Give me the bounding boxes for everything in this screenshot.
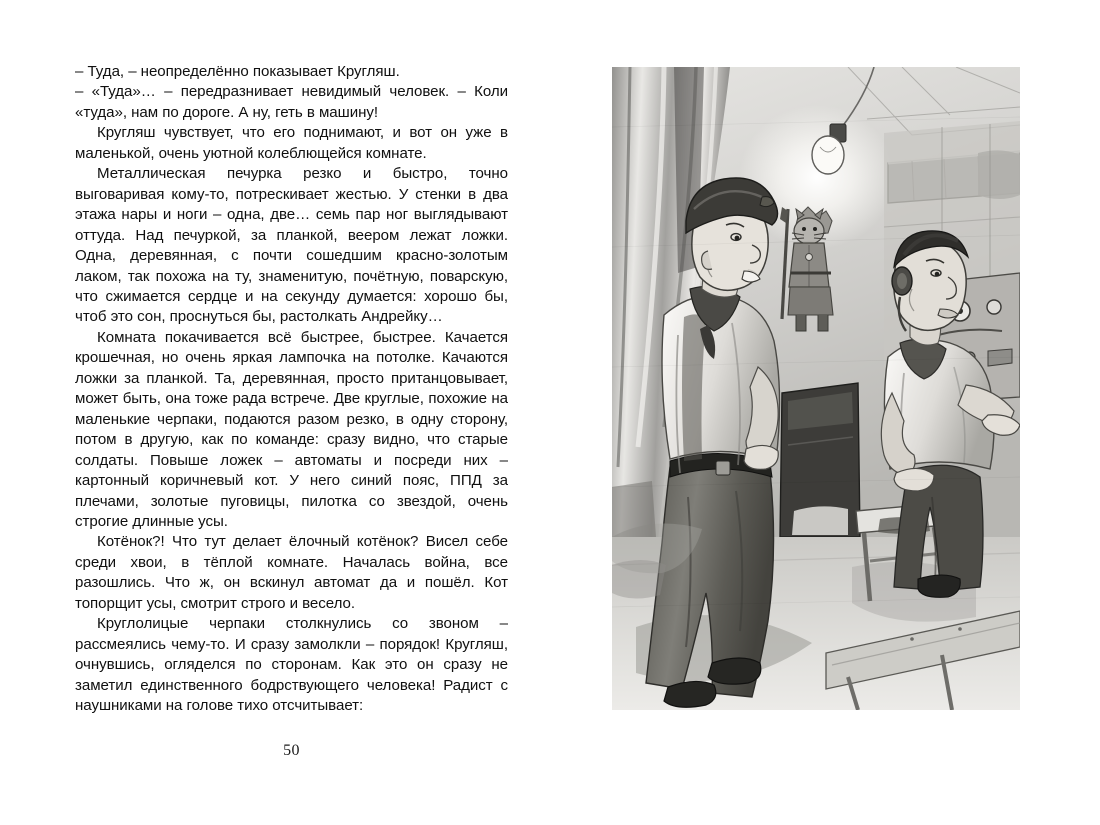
paragraph: – Туда, – неопределённо показывает Кругляш. — [75, 63, 400, 80]
hand — [744, 445, 778, 469]
paragraph: Круглолицые черпаки столкнулись со звоном – рассмеялись чему-то. И сразу замолкли – порядок! Кругляш, очнувшись, огляделся по сторонам. Как это он сразу не заметил единственного бодрствующего человека! Радист с наушниками на голове тихо отсчитывает: — [75, 615, 508, 715]
paragraph: Металлическая печурка резко и быстро, точно выговаривая кому-то, потрескивает жестью. У стенки в два этажа нары и ноги – одна, две… семь пар ног выглядывают оттуда. Над печуркой, за планкой, веером лежат ложки. Одна, деревянная, с почти сошедшим красно-золотым лаком, так похожа на ту, знаменитую, почётную, поварскую, что сжимается сердце и на секунду думается: хорошо бы, чтоб это сон, проснуться бы, растолкать Андрейку… — [75, 165, 508, 326]
equipment-cabinet — [780, 383, 860, 537]
paragraph: Кругляш чувствует, что его поднимают, и вот он уже в маленькой, очень уютной колеблющейся комнате. — [75, 124, 508, 162]
foreground-wash — [612, 560, 666, 599]
shoe — [918, 575, 960, 597]
shoe — [664, 681, 716, 707]
body-copy — [75, 62, 508, 717]
radio-knob — [987, 300, 1001, 314]
shoe — [708, 658, 761, 684]
foreground-wash — [612, 481, 656, 537]
illustration-page — [612, 67, 1020, 710]
text-page — [75, 62, 508, 759]
paragraph: Комната покачивается всё быстрее, быстрее. Качается крошечная, но очень яркая лампочка на потолке. Качаются ложки за планкой. Та, деревянная, просто пританцовывает, может быть, она тоже рада встрече. Две круглые, похожие на маленькие черпаки, подаются разом резко, в одну сторону, потом в другую, как по команде: сразу видно, что старые солдаты. Повыше ложек – автоматы и посреди них – картонный коричневый кот. У него синий пояс, ППД за плечами, золотые пуговицы, пилотка со звездой, очень строгие длинные усы. — [75, 328, 508, 530]
page-number: 50 — [283, 742, 300, 759]
dugout-interior-illustration — [612, 67, 1020, 710]
paragraph: – «Туда»… – передразнивает невидимый человек. – Коли «туда», нам по дороге. А ну, геть в машину! — [75, 83, 508, 121]
paragraph: Котёнок?! Что тут делает ёлочный котёнок? Висел себе среди хвои, в тёплой комнате. Началась война, все разошлись. Что ж, он вскинул автомат да и пошёл. Кот топорщит усы, смотрит строго и весело. — [75, 533, 508, 612]
